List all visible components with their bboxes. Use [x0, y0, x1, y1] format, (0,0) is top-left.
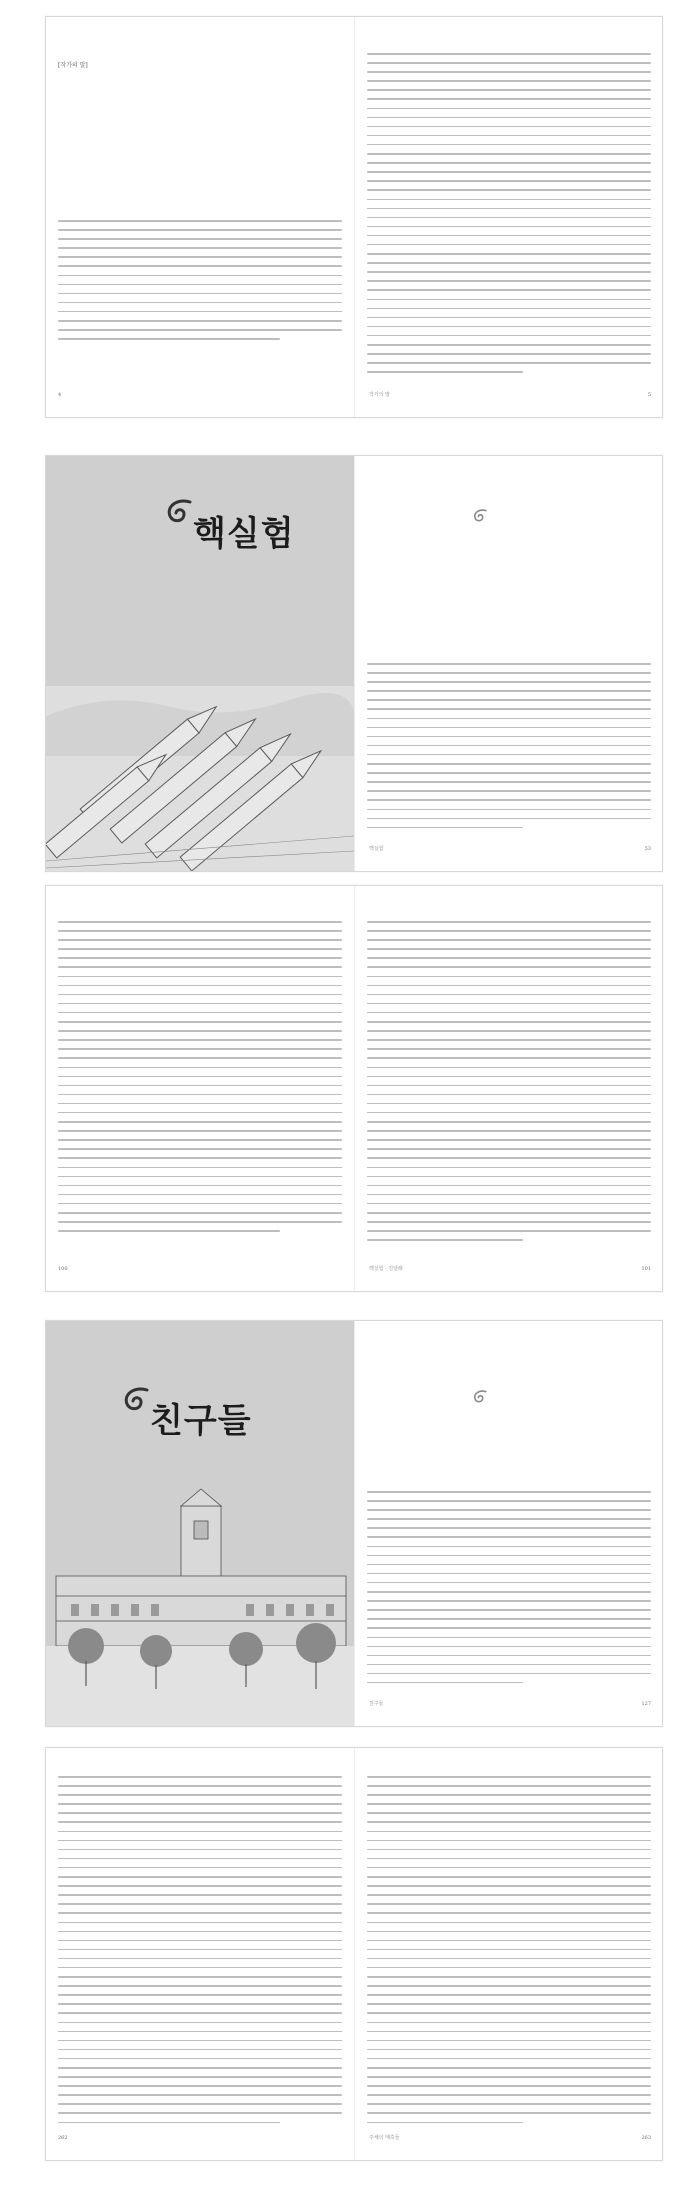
book-spread-5: [45, 1747, 663, 2161]
page-127: [354, 1321, 663, 1726]
running-head: 주체의 매혹들: [369, 2135, 400, 2141]
page-number: 101: [641, 1266, 651, 1272]
running-head: 작가의 말: [369, 392, 390, 398]
chapter-title: 친구들: [150, 1401, 252, 1441]
page-number: 5: [647, 392, 651, 398]
body-text: [367, 921, 651, 1248]
page-number: 100: [58, 1266, 68, 1272]
book-spread-4: [45, 1320, 663, 1727]
book-spread-1: [45, 16, 663, 418]
university-building-sketch-image: [46, 1321, 354, 1726]
body-text: [367, 1776, 651, 2131]
running-head: 핵실험: [369, 846, 384, 852]
body-text: [58, 921, 342, 1239]
page-number: 262: [58, 2135, 68, 2141]
page-263: [354, 1748, 663, 2160]
book-spread-2: [45, 455, 663, 872]
body-text: [367, 1491, 651, 1691]
page-number: 53: [644, 846, 651, 852]
page-262: [46, 1748, 354, 2160]
page-number: 263: [641, 2135, 651, 2141]
swirl-ornament-icon: [164, 498, 194, 526]
body-text: [58, 220, 342, 347]
book-spread-3: [45, 885, 663, 1292]
running-head: 친구들: [369, 1701, 384, 1707]
chapter-title: 핵실험: [193, 514, 295, 554]
swirl-ornament-icon: [472, 508, 488, 524]
swirl-ornament-icon: [121, 1386, 151, 1414]
chapter-opener-page: [46, 1321, 354, 1726]
page-number: 4: [58, 392, 62, 398]
chapter-opener-page: [46, 456, 354, 871]
body-text: [58, 1776, 342, 2131]
running-head: 핵실험 · 진달래: [369, 1266, 403, 1272]
chapter-tag: [작가의 말]: [58, 62, 88, 69]
body-text: [367, 663, 651, 836]
page-number: 127: [641, 1701, 651, 1707]
page-4: [46, 17, 354, 417]
page-5: [354, 17, 663, 417]
swirl-ornament-icon: [472, 1389, 488, 1405]
body-text: [367, 53, 651, 380]
page-100: [46, 886, 354, 1291]
page-101: [354, 886, 663, 1291]
page-53: [354, 456, 663, 871]
